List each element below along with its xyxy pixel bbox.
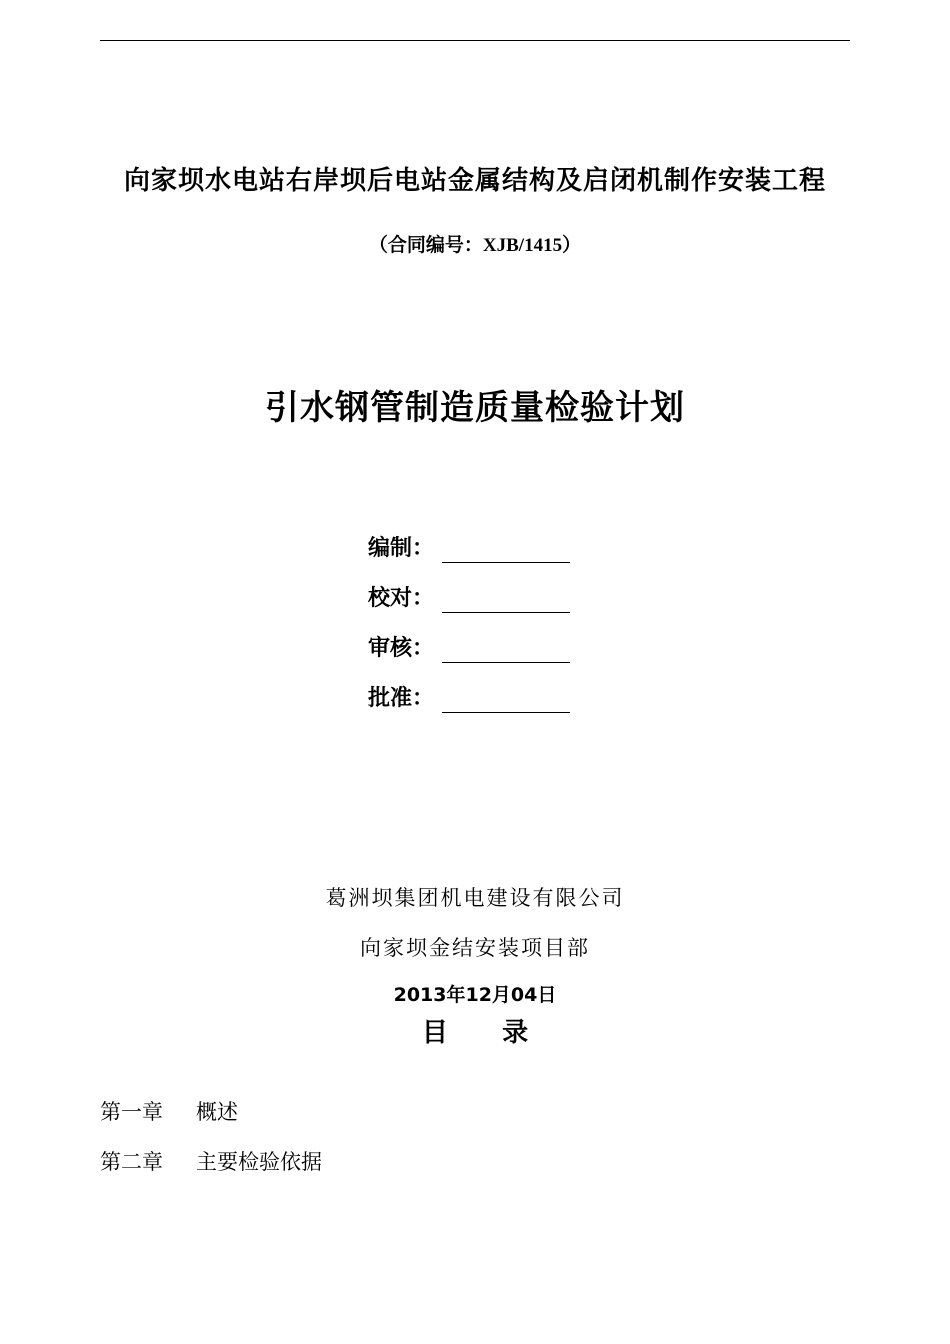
- project-title: 向家坝水电站右岸坝后电站金属结构及启闭机制作安装工程: [123, 166, 826, 196]
- toc-chapter-number: 第二章: [100, 1150, 163, 1174]
- signature-line: [442, 632, 570, 663]
- signature-line: [442, 532, 570, 563]
- signature-line: [442, 582, 570, 613]
- signature-label: 审核：: [368, 635, 435, 661]
- signature-row-review: [368, 632, 588, 682]
- signature-row-approve: [368, 682, 588, 732]
- header-rule: [100, 40, 850, 41]
- contract-number: （合同编号：XJB/1415）: [368, 235, 582, 256]
- document-title: 引水钢管制造质量检验计划: [265, 388, 685, 428]
- department-name: 向家坝金结安装项目部: [360, 936, 590, 960]
- toc-list: [100, 1098, 850, 1198]
- toc-item[interactable]: [100, 1148, 850, 1198]
- toc-title: 目 录: [421, 1018, 529, 1048]
- toc-chapter-number: 第一章: [100, 1100, 163, 1124]
- signature-row-compile: [368, 532, 588, 582]
- document-date: 2013年12月04日: [393, 984, 557, 1006]
- signature-label: 批准：: [368, 685, 435, 711]
- toc-item[interactable]: [100, 1098, 850, 1148]
- signature-label: 编制：: [368, 535, 435, 561]
- signature-row-proofread: [368, 582, 588, 632]
- toc-chapter-name: 主要检验依据: [196, 1150, 322, 1174]
- signature-line: [442, 682, 570, 713]
- toc-chapter-name: 概述: [196, 1100, 238, 1124]
- signature-label: 校对：: [368, 585, 435, 611]
- company-name: 葛洲坝集团机电建设有限公司: [325, 886, 625, 910]
- signature-block: [368, 532, 588, 732]
